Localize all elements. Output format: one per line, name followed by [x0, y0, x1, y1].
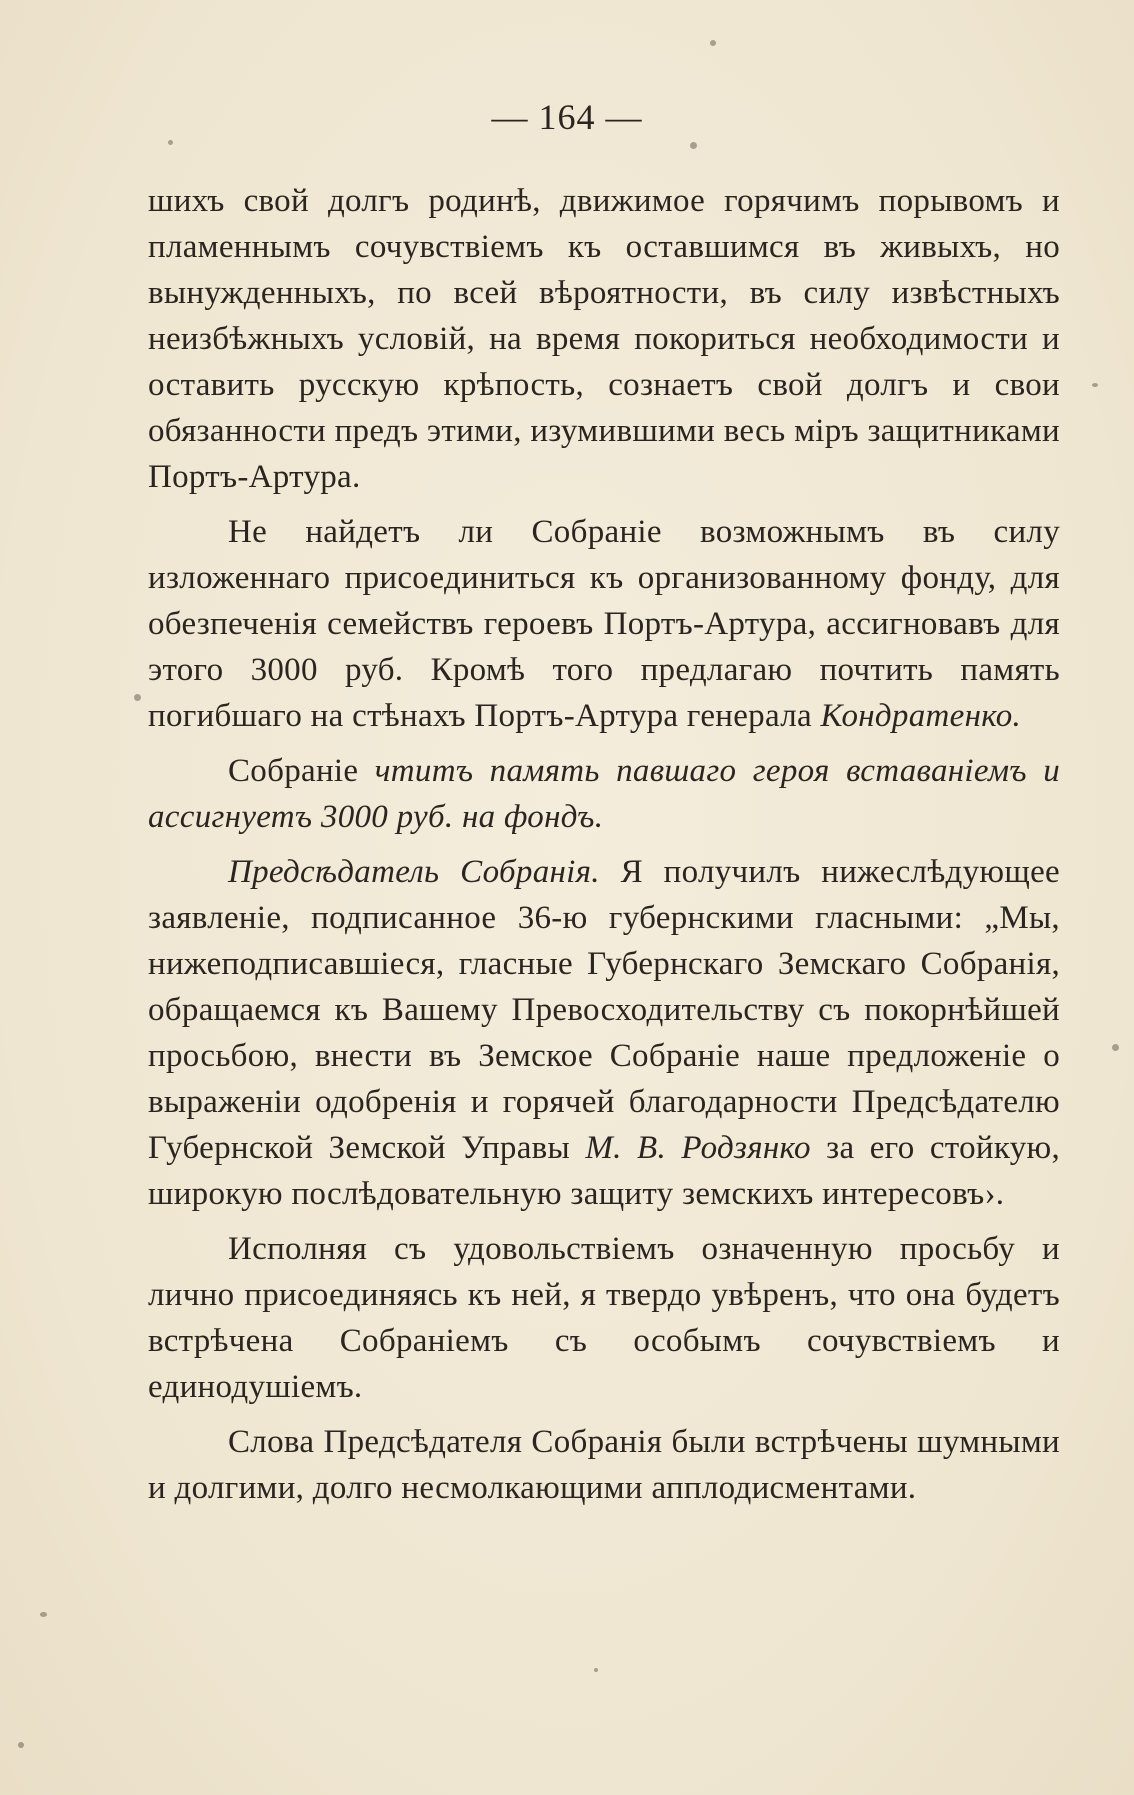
text-segment: Я получилъ нижеслѣдующее заявленіе, подписанное 36-ю губернскими гласными: „Мы, нижеподписавшіеся, гласные Губернскаго Земскаго Собранія, обращаемся къ Вашему Превосходительству съ покорнѣйшей просьбою, внести въ Земское Собраніе наше предложеніе о выраженіи одобренія и горячей благодарности Предсѣдателю Губернской Земской Управы — [148, 854, 1060, 1166]
text-segment: Собраніе — [228, 753, 375, 789]
paragraph — [148, 1419, 1060, 1511]
paragraph — [148, 1226, 1060, 1410]
paper-speck — [1112, 1044, 1119, 1051]
paper-speck — [18, 1742, 24, 1748]
text-segment: Исполняя съ удовольствіемъ означенную просьбу и лично присоединяясь къ ней, я твердо увѣренъ, что она будетъ встрѣчена Собраніемъ съ особымъ сочувствіемъ и единодушіемъ. — [148, 1231, 1060, 1405]
paragraph — [148, 748, 1060, 840]
text-segment-italic: чтитъ память павшаго героя вставаніемъ и ассигнуетъ 3000 руб. на фондъ. — [148, 753, 1060, 835]
body-text — [148, 178, 1060, 1520]
paper-speck — [168, 140, 173, 145]
paper-speck — [40, 1612, 47, 1617]
paragraph — [148, 178, 1060, 500]
paper-speck — [710, 40, 716, 46]
page-number: — 164 — — [491, 97, 643, 137]
paragraph — [148, 849, 1060, 1217]
paper-speck — [690, 142, 697, 149]
paper-speck — [594, 1668, 598, 1672]
text-segment-italic: Предсѣдатель Собранія. — [228, 854, 600, 890]
text-segment: Слова Предсѣдателя Собранія были встрѣчены шумными и долгими, долго несмолкающими апплодисментами. — [148, 1424, 1060, 1506]
text-segment: Не найдетъ ли Собраніе возможнымъ въ силу изложеннаго присоединиться къ организованному фонду, для обезпеченія семействъ героевъ Портъ-Артура, ассигновавъ для этого 3000 руб. Кромѣ того предлагаю почтить память погибшаго на стѣнахъ Портъ-Артура генерала — [148, 514, 1060, 734]
text-segment: за его стойкую, широкую послѣдовательную защиту земскихъ интересовъ›. — [148, 1130, 1060, 1212]
paper-speck — [134, 694, 141, 701]
text-segment-italic: М. В. Родзянко — [585, 1130, 811, 1166]
text-segment: шихъ свой долгъ родинѣ, движимое горячимъ порывомъ и пламеннымъ сочувствіемъ къ оставшимся въ живыхъ, но вынужденныхъ, по всей вѣроятности, въ силу извѣстныхъ неизбѣжныхъ условій, на время покориться необходимости и оставить русскую крѣпость, сознаетъ свой долгъ и свои обязанности предъ этими, изумившими весь міръ защитниками Портъ-Артура. — [148, 183, 1060, 495]
paragraph — [148, 509, 1060, 739]
paper-speck — [1092, 383, 1098, 387]
text-segment-italic: Кондратенко. — [820, 698, 1022, 734]
